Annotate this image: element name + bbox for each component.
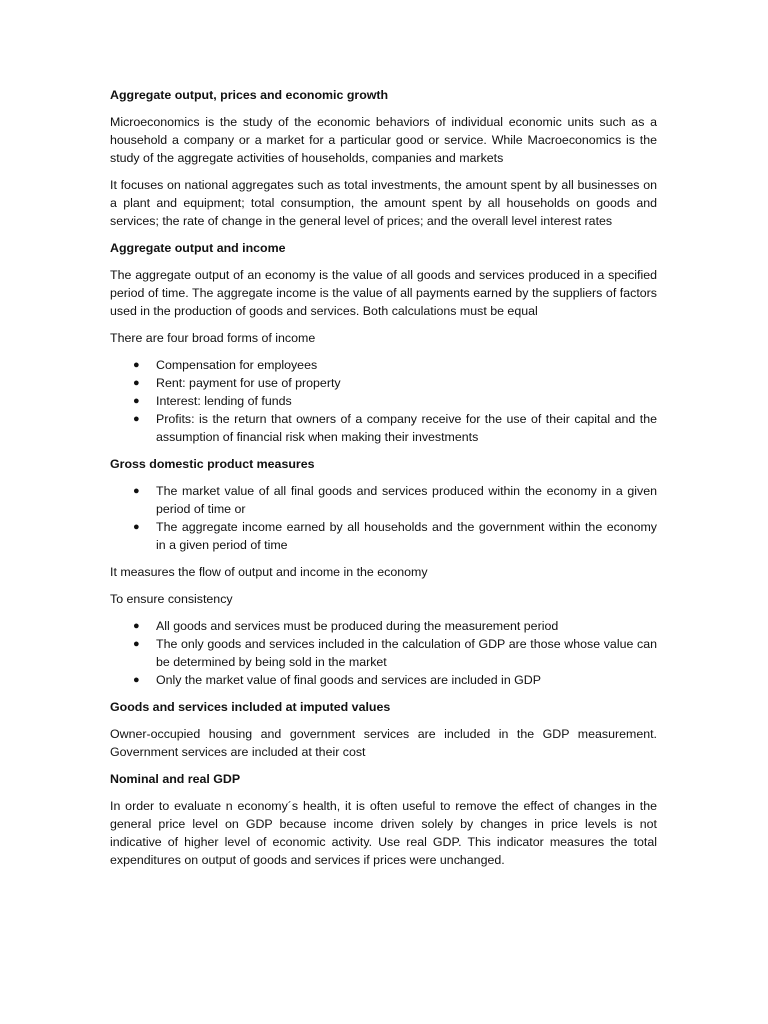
list-item	[110, 635, 657, 671]
nominal-real-gdp-paragraph: In order to evaluate n economy´s health, it is often useful to remove the effect of changes in the general price level on GDP because income driven solely by changes in price levels is not indicative of higher level of economic activity. Use real GDP. This indicator measures the total expenditures on output of goods and services if prices were unchanged.	[110, 799, 657, 867]
list-item	[110, 671, 657, 689]
document-page	[110, 86, 657, 878]
bullet-icon: ●	[133, 521, 140, 533]
section-heading-aggregate-output: Aggregate output and income	[110, 241, 286, 255]
list-item	[110, 392, 657, 410]
list-item-text: Profits: is the return that owners of a company receive for the use of their capital and the assumption of financial risk when making their investments	[156, 412, 657, 444]
bullet-icon: ●	[133, 359, 140, 371]
consistency-intro: To ensure consistency	[110, 592, 233, 606]
list-item	[110, 518, 657, 554]
list-item-text: Rent: payment for use of property	[156, 376, 341, 390]
bullet-icon: ●	[133, 413, 140, 425]
bullet-icon: ●	[133, 485, 140, 497]
list-item	[110, 410, 657, 446]
intro-paragraph-2: It focuses on national aggregates such as total investments, the amount spent by all businesses on a plant and equipment; total consumption, the amount spent by all households on goods and services; the rate of change in the general level of prices; and the overall level interest rates	[110, 178, 657, 228]
imputed-values-paragraph: Owner-occupied housing and government services are included in the GDP measurement. Government services are included at their cost	[110, 727, 657, 759]
bullet-icon: ●	[133, 395, 140, 407]
bullet-icon: ●	[133, 638, 140, 650]
list-item-text: Compensation for employees	[156, 358, 318, 372]
bullet-icon: ●	[133, 620, 140, 632]
section-heading-gdp-measures: Gross domestic product measures	[110, 457, 315, 471]
list-item-text: The market value of all final goods and services produced within the economy in a given period of time or	[156, 484, 657, 516]
bullet-icon: ●	[133, 377, 140, 389]
section-heading-nominal-real-gdp: Nominal and real GDP	[110, 772, 241, 786]
intro-paragraph-1: Microeconomics is the study of the economic behaviors of individual economic units such as a household a company or a market for a particular good or service. While Macroeconomics is the study of the aggregate activities of households, companies and markets	[110, 115, 657, 165]
document-title: Aggregate output, prices and economic growth	[110, 88, 389, 102]
list-item	[110, 617, 657, 635]
gdp-flow-paragraph: It measures the flow of output and income in the economy	[110, 565, 428, 579]
list-item	[110, 482, 657, 518]
list-item-text: Only the market value of final goods and services are included in GDP	[156, 673, 541, 687]
list-item-text: All goods and services must be produced during the measurement period	[156, 619, 559, 633]
list-item-text: Interest: lending of funds	[156, 394, 292, 408]
consistency-list	[110, 617, 657, 689]
income-forms-intro: There are four broad forms of income	[110, 331, 316, 345]
section-heading-imputed-values: Goods and services included at imputed values	[110, 700, 391, 714]
list-item	[110, 374, 657, 392]
aggregate-output-paragraph: The aggregate output of an economy is the value of all goods and services produced in a specified period of time. The aggregate income is the value of all payments earned by the suppliers of factors used in the production of goods and services. Both calculations must be equal	[110, 268, 657, 318]
list-item	[110, 356, 657, 374]
gdp-measures-list	[110, 482, 657, 554]
list-item-text: The only goods and services included in the calculation of GDP are those whose value can be determined by being sold in the market	[156, 637, 657, 669]
bullet-icon: ●	[133, 674, 140, 686]
income-forms-list	[110, 356, 657, 446]
list-item-text: The aggregate income earned by all households and the government within the economy in a given period of time	[156, 520, 657, 552]
